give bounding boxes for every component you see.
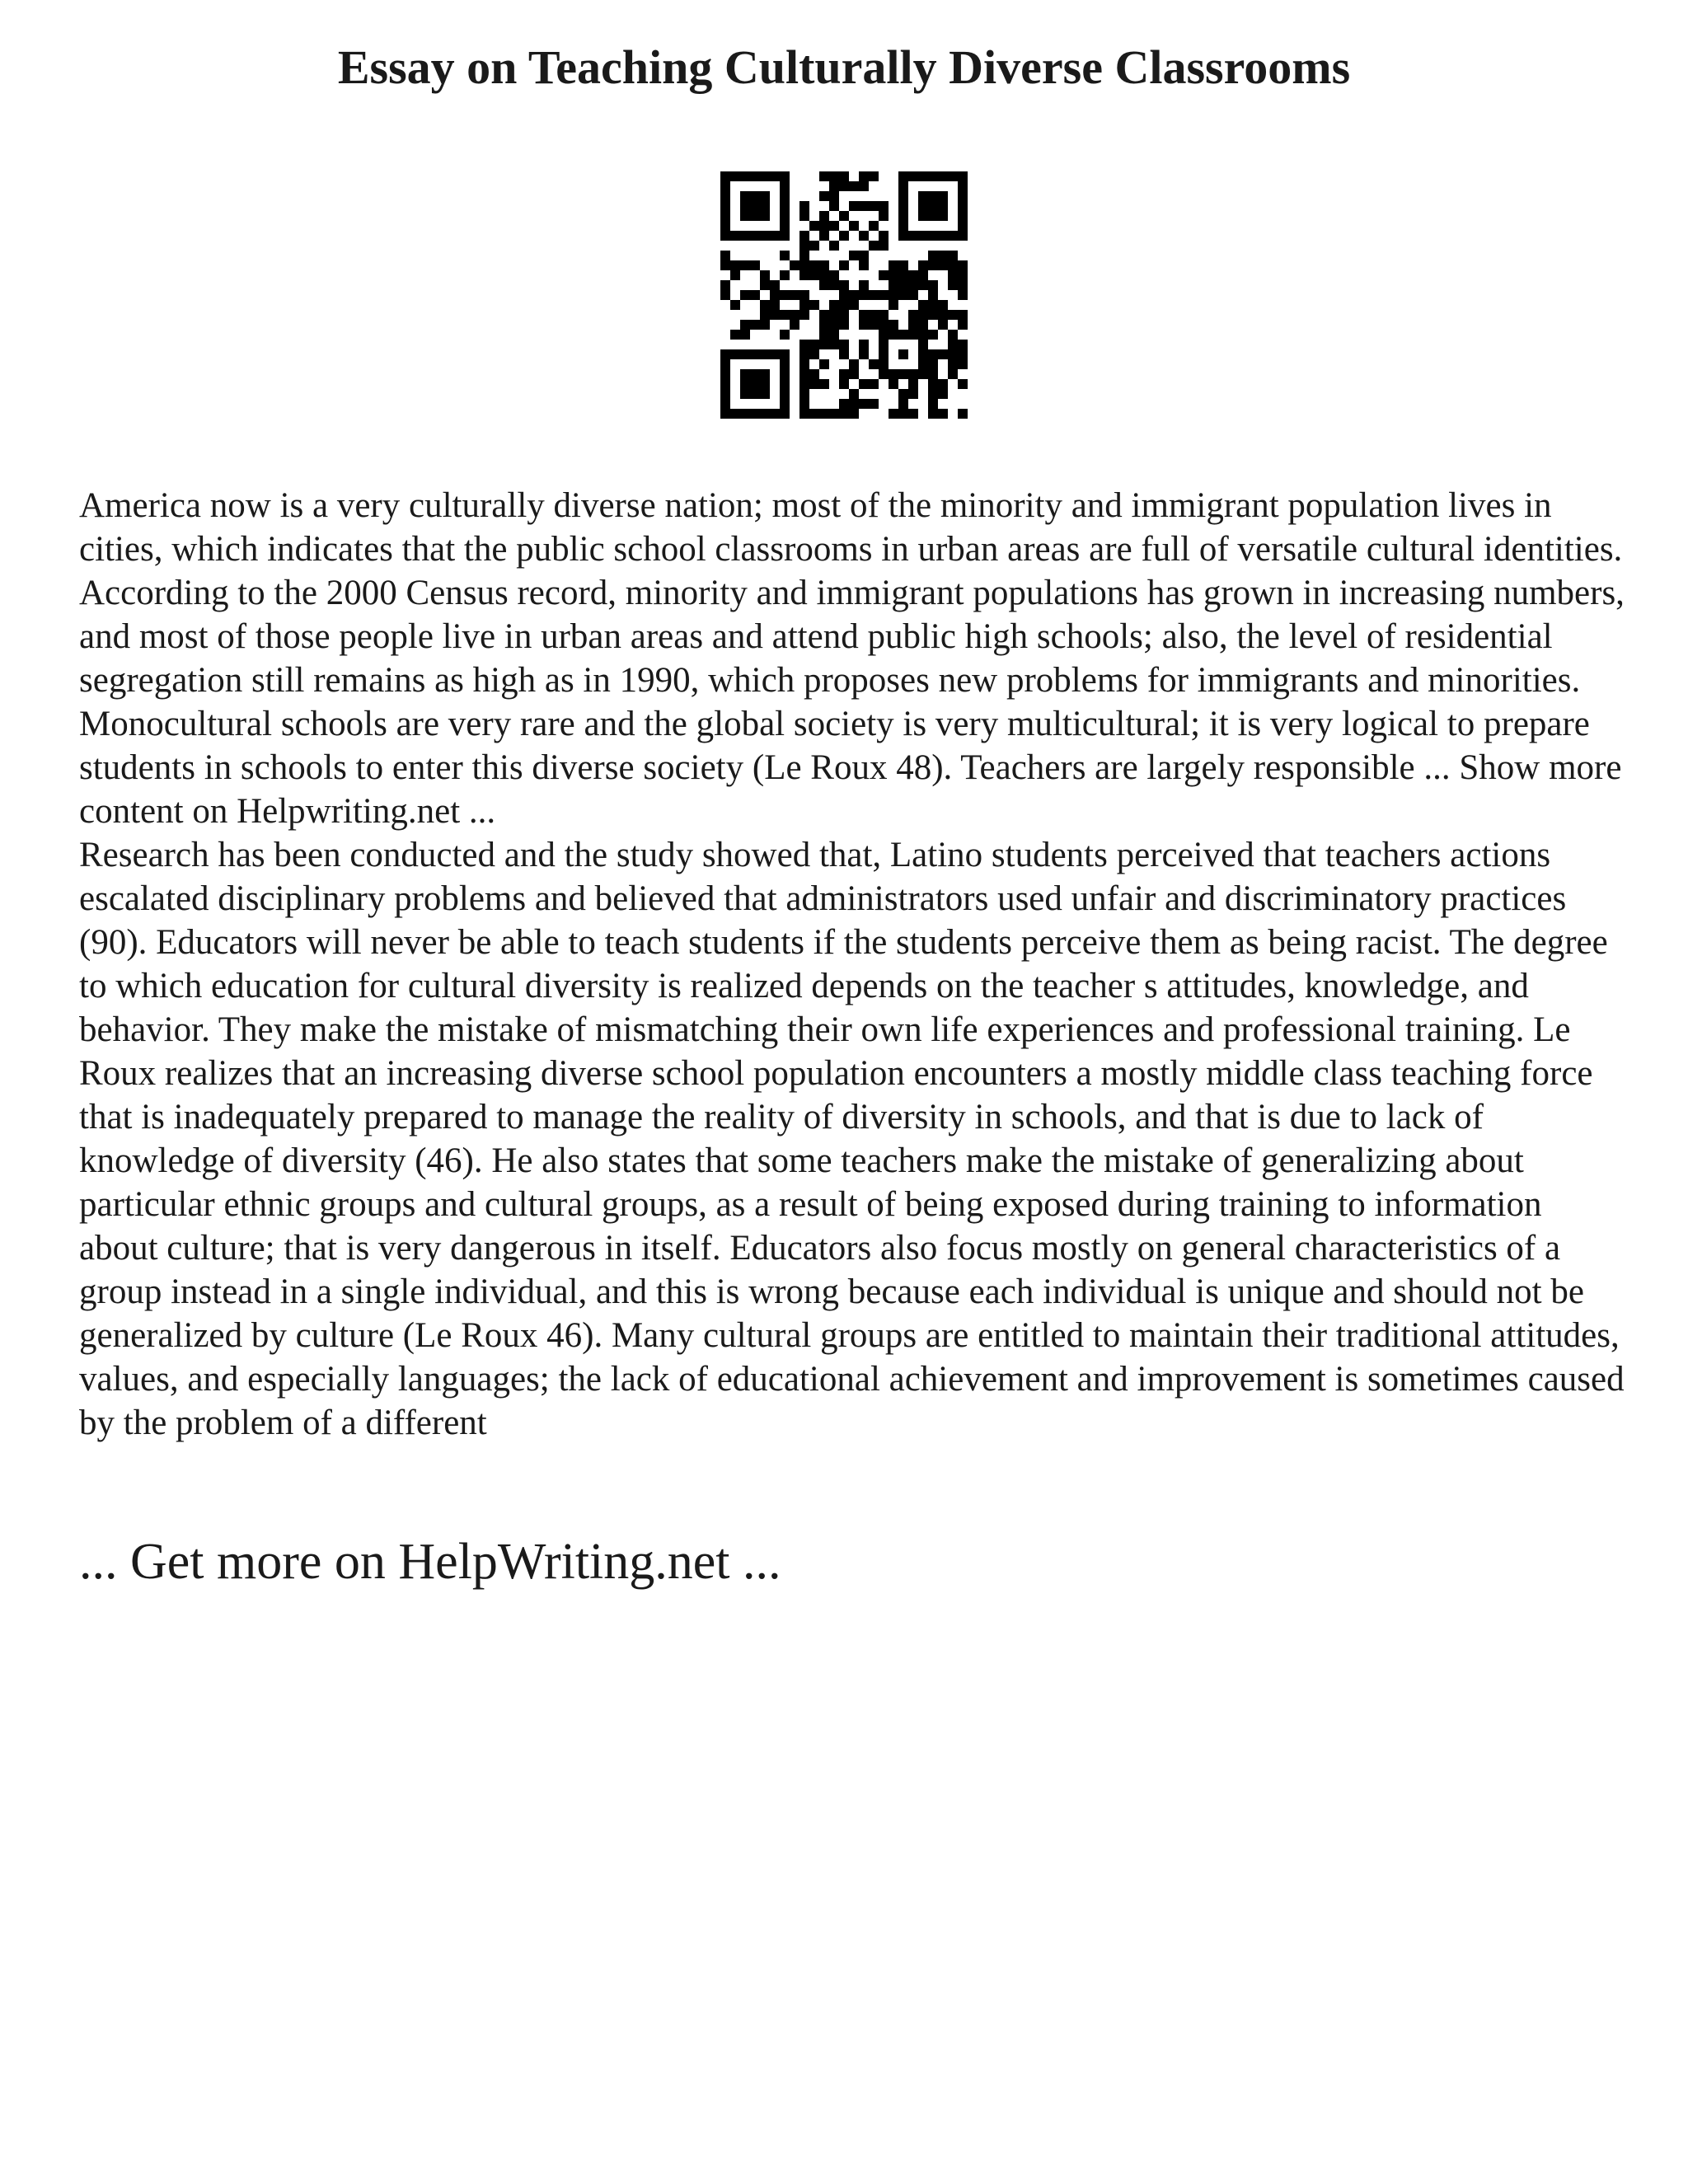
essay-paragraph-2: Research has been conducted and the study showed that, Latino students perceived that teachers actions escalated disciplinary problems and believed that administrators used unfair and discriminatory practices (90). Educators will never be able to teach students if the students perceive them as being racist. The degree to which education for cultural diversity is realized depends on the teacher s attitudes, knowledge, and behavior. They make the mistake of mismatching their own life experiences and professional training. Le Roux realizes that an increasing diverse school population encounters a mostly middle class teaching force that is inadequately prepared to manage the reality of diversity in schools, and that is due to lack of knowledge of diversity (46). He also states that some teachers make the mistake of generalizing about particular ethnic groups and cultural groups, as a result of being exposed during training to information about culture; that is very dangerous in itself. Educators also focus mostly on general characteristics of a group instead in a single individual, and this is wrong because each individual is unique and should not be generalized by culture (Le Roux 46). Many cultural groups are entitled to maintain their traditional attitudes, values, and especially languages; the lack of educational achievement and improvement is sometimes caused by the problem of a different — [79, 836, 1625, 1442]
essay-paragraph-1: America now is a very culturally diverse nation; most of the minority and immigrant population lives in cities, which indicates that the public school classrooms in urban areas are full of versatile cultural identities. According to the 2000 Census record, minority and immigrant populations has grown in increasing numbers, and most of those people live in urban areas and attend public high schools; also, the level of residential segregation still remains as high as in 1990, which proposes new problems for immigrants and minorities. Monocultural schools are very rare and the global society is very multicultural; it is very logical to prepare students in schools to enter this diverse society (Le Roux 48). Teachers are largely responsible ... Show more content on Helpwriting.net ... — [79, 486, 1625, 831]
qr-code[interactable] — [720, 171, 968, 419]
qr-code-icon — [720, 171, 968, 419]
page-title: Essay on Teaching Culturally Diverse Classrooms — [337, 40, 1351, 94]
get-more-link[interactable]: ... Get more on HelpWriting.net ... — [79, 1534, 781, 1590]
essay-body — [79, 484, 1629, 1445]
